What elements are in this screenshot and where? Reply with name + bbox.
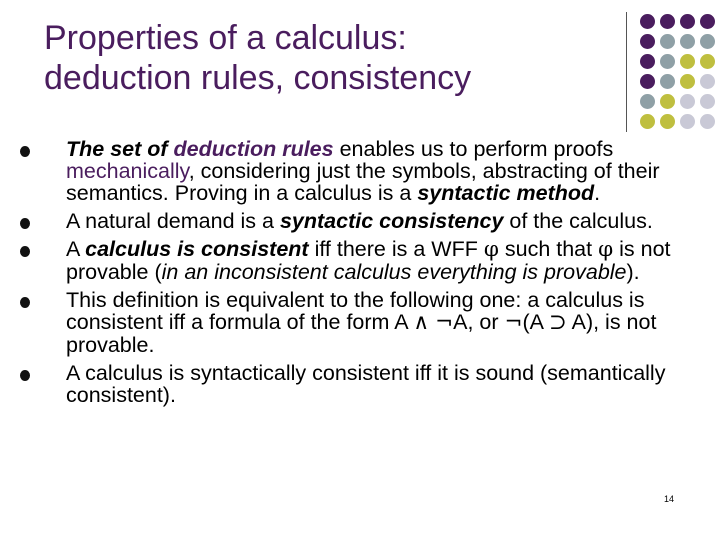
highlight-text: deduction rules bbox=[173, 137, 334, 161]
decorative-dot bbox=[660, 34, 675, 49]
implication-symbol: ⊃ bbox=[548, 310, 567, 335]
decorative-dot bbox=[700, 54, 715, 69]
decorative-dot bbox=[660, 114, 675, 129]
bullet-item-5 bbox=[20, 362, 692, 406]
decorative-dot bbox=[660, 94, 675, 109]
decorative-dot bbox=[680, 114, 695, 129]
bullet-icon bbox=[20, 146, 30, 157]
bullet-icon bbox=[20, 218, 30, 229]
plain-text: iff there is a WFF bbox=[308, 237, 484, 261]
bullet-icon bbox=[20, 297, 30, 308]
and-symbol: ∧ bbox=[413, 310, 430, 335]
text-run bbox=[66, 137, 660, 205]
plain-text: This definition is equivalent to the following one: a calculus is consistent iff a formula of the form A bbox=[66, 288, 645, 334]
plain-text: ). bbox=[626, 260, 640, 284]
decorative-dot bbox=[680, 34, 695, 49]
bold-italic-text: calculus is consistent bbox=[85, 237, 309, 261]
bullet-item-1 bbox=[20, 138, 692, 204]
plain-text: (A bbox=[522, 310, 549, 334]
plain-text: A calculus is syntactically consistent iff it is sound (semantically consistent). bbox=[66, 361, 666, 407]
plain-text: enables us to perform proofs bbox=[333, 137, 614, 161]
decorative-dot bbox=[640, 94, 655, 109]
bullet-item-4 bbox=[20, 289, 692, 356]
negation-symbol: ¬ bbox=[504, 310, 523, 335]
decorative-dot bbox=[640, 74, 655, 89]
decorative-dot bbox=[700, 34, 715, 49]
plain-text: is not provable ( bbox=[66, 237, 671, 284]
decorative-dot bbox=[700, 14, 715, 29]
plain-text: such that bbox=[498, 237, 599, 261]
plain-text: A), is not provable. bbox=[66, 310, 657, 357]
plain-text: A natural demand is a bbox=[66, 209, 280, 233]
phi-symbol: φ bbox=[598, 237, 614, 262]
plain-text: . bbox=[594, 181, 601, 205]
negation-symbol: ¬ bbox=[435, 310, 454, 335]
decorative-dot bbox=[660, 54, 675, 69]
decorative-dot bbox=[680, 74, 695, 89]
bullet-icon bbox=[20, 370, 30, 381]
plain-text: of the calculus. bbox=[503, 209, 653, 233]
decorative-dot bbox=[640, 114, 655, 129]
decorative-dot bbox=[660, 14, 675, 29]
text-run bbox=[66, 288, 656, 357]
decorative-dot bbox=[640, 34, 655, 49]
text-run bbox=[66, 237, 671, 284]
plain-text: , considering just the symbols, abstracting of their semantics. Proving in a calculus is a bbox=[66, 159, 660, 205]
slide-title bbox=[44, 18, 604, 98]
plain-text: A, or bbox=[453, 310, 505, 334]
italic-text: in an inconsistent calculus everything is provable bbox=[161, 260, 627, 284]
text-run bbox=[66, 209, 653, 233]
bullet-list bbox=[20, 138, 692, 412]
page-number: 14 bbox=[664, 494, 675, 504]
decorative-dot bbox=[700, 94, 715, 109]
title-line-2: deduction rules, consistency bbox=[44, 59, 472, 97]
decorative-dot bbox=[700, 74, 715, 89]
bullet-icon bbox=[20, 246, 30, 257]
decorative-dot bbox=[640, 14, 655, 29]
bold-italic-text: The set of bbox=[66, 137, 174, 161]
decorative-dot bbox=[680, 54, 695, 69]
bullet-item-3 bbox=[20, 238, 692, 283]
bold-italic-text: syntactic consistency bbox=[279, 209, 504, 233]
highlight-text: mechanically bbox=[66, 159, 189, 183]
decorative-dot bbox=[700, 114, 715, 129]
decorative-dot bbox=[640, 54, 655, 69]
bold-italic-text: syntactic method bbox=[417, 181, 595, 205]
decorative-dot bbox=[680, 14, 695, 29]
phi-symbol: φ bbox=[483, 237, 499, 262]
title-line-1: Properties of a calculus: bbox=[44, 19, 407, 57]
decorative-dot bbox=[680, 94, 695, 109]
decorative-dot bbox=[660, 74, 675, 89]
decorative-dot-grid bbox=[636, 12, 720, 136]
plain-text: A bbox=[66, 237, 86, 261]
bullet-item-2 bbox=[20, 210, 692, 232]
title-divider bbox=[626, 12, 627, 132]
